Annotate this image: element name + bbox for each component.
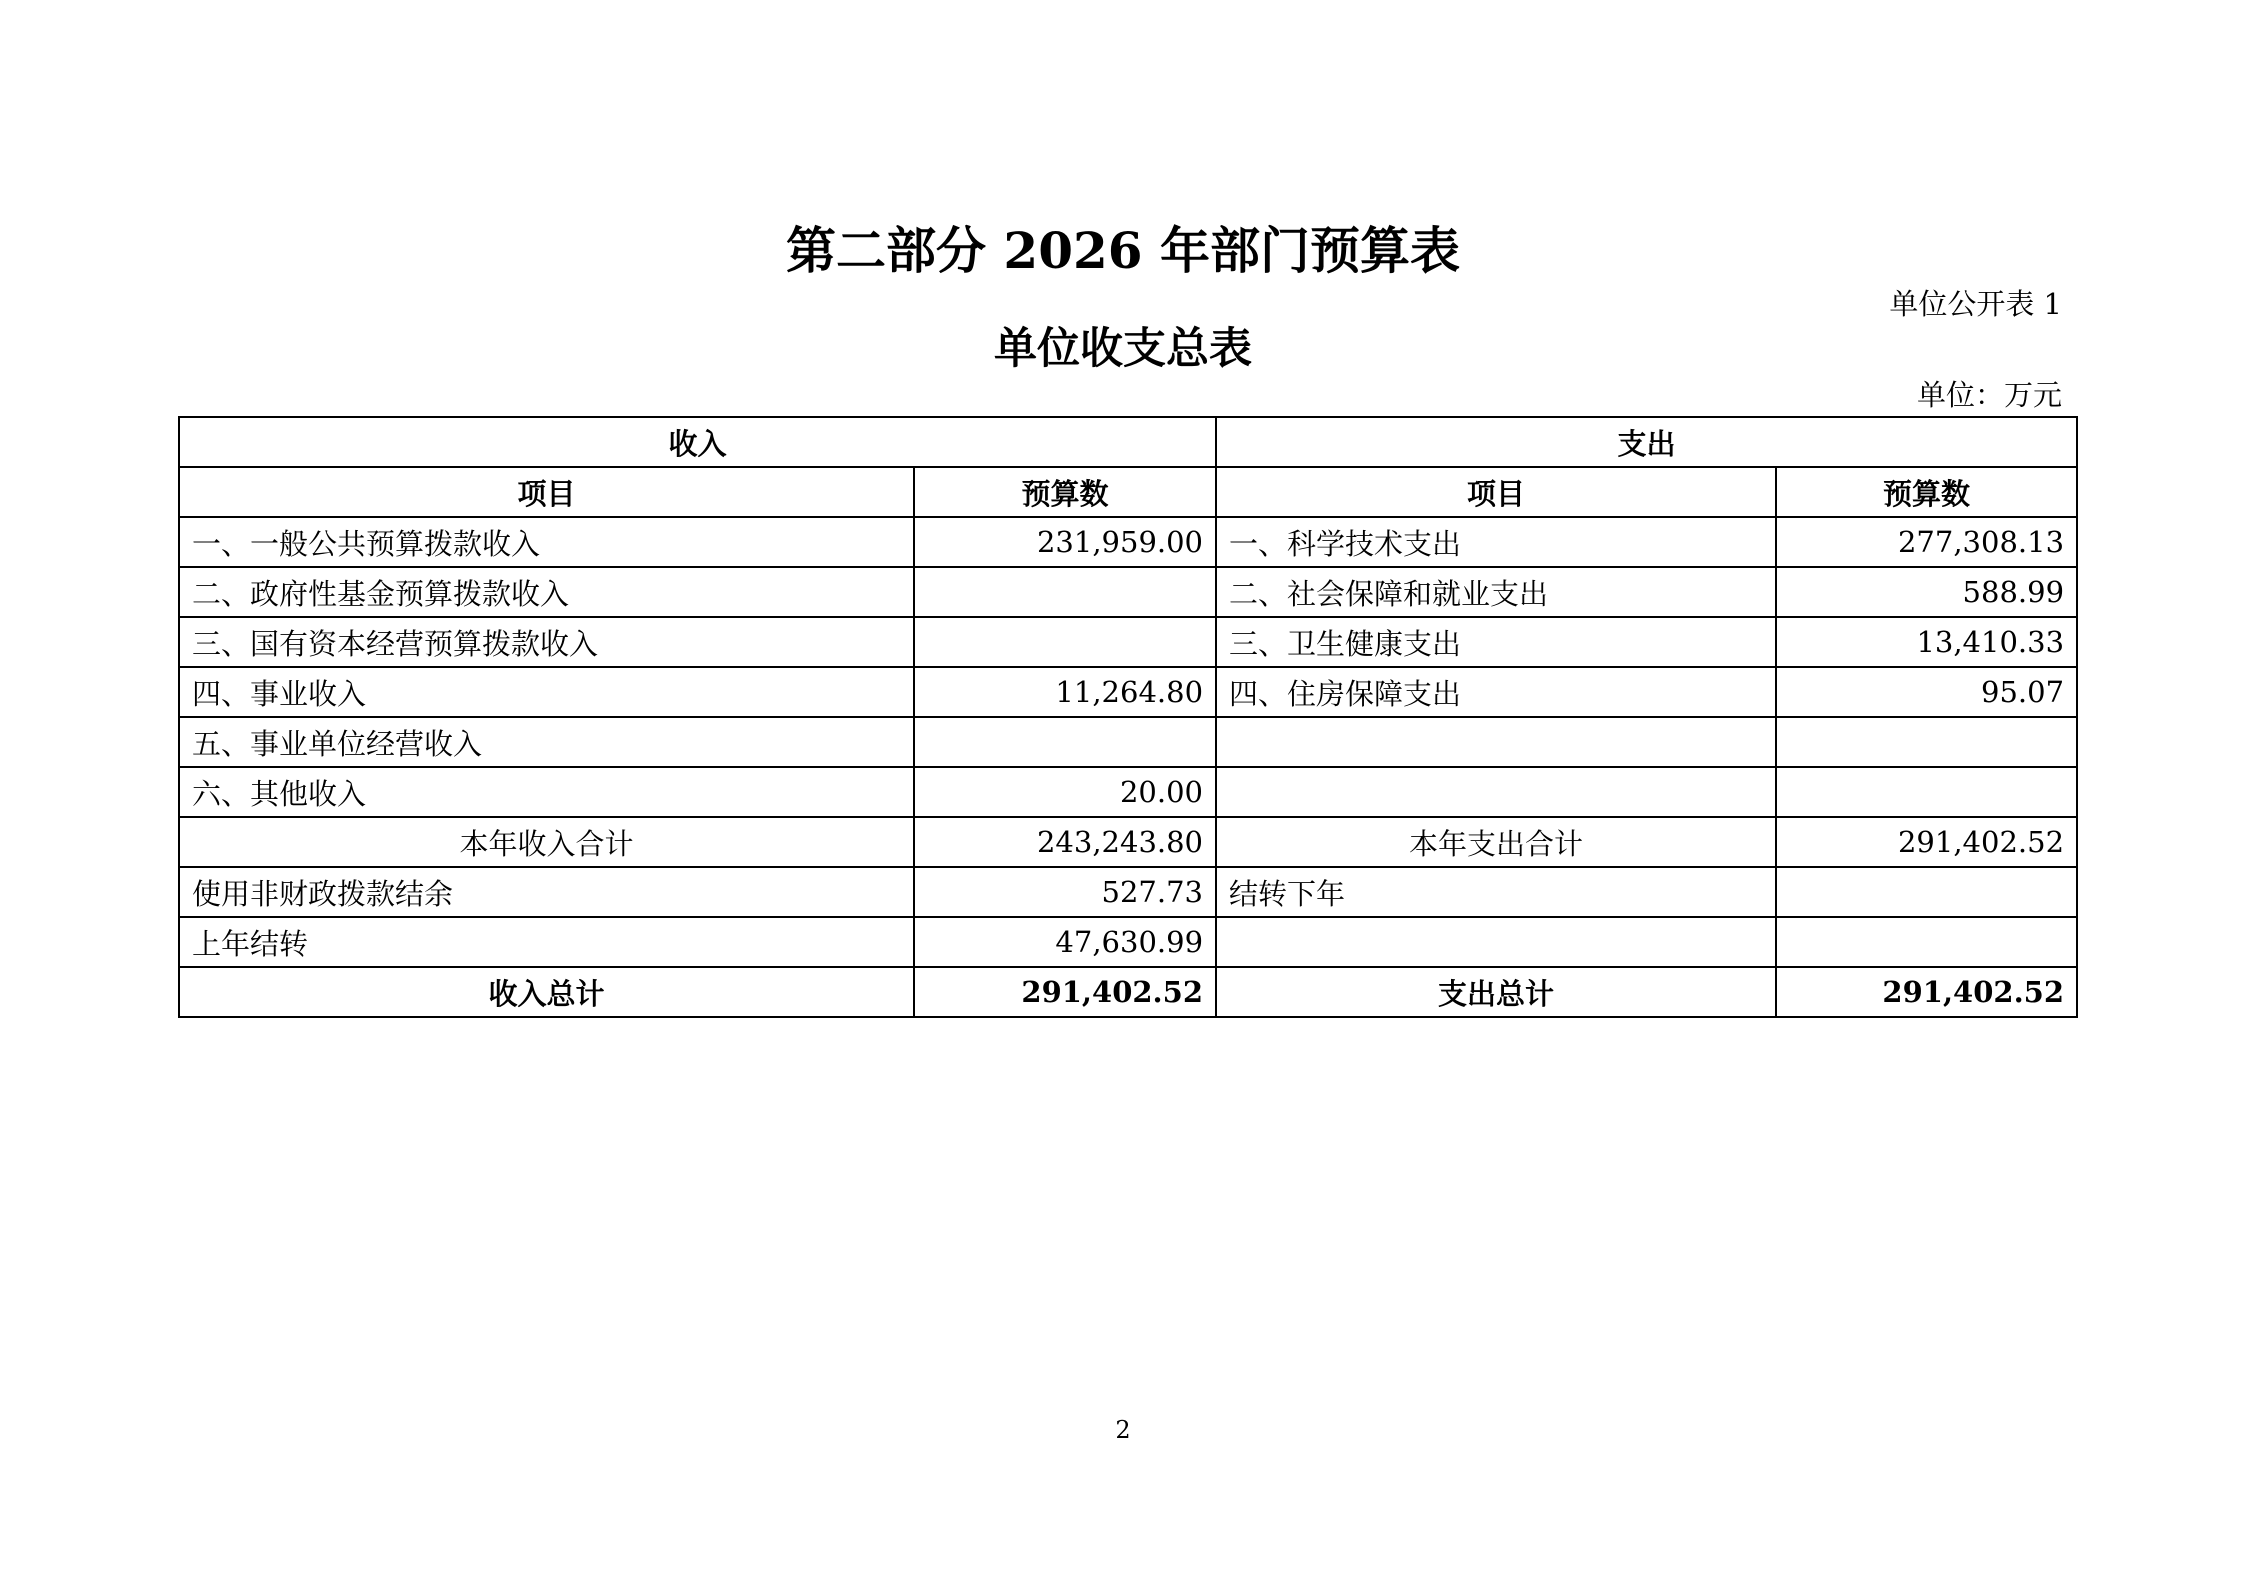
expense-amount: 95.07	[1776, 667, 2077, 717]
column-header-row	[179, 467, 2077, 517]
expense-amount	[1776, 767, 2077, 817]
income-item: 使用非财政拨款结余	[179, 867, 914, 917]
income-item: 三、国有资本经营预算拨款收入	[179, 617, 914, 667]
expense-item	[1216, 717, 1776, 767]
total-row	[179, 967, 2077, 1017]
expense-amount: 588.99	[1776, 567, 2077, 617]
table-row	[179, 667, 2077, 717]
table-row	[179, 917, 2077, 967]
income-amount	[914, 717, 1216, 767]
income-amount: 47,630.99	[914, 917, 1216, 967]
expense-amount: 13,410.33	[1776, 617, 2077, 667]
income-item: 二、政府性基金预算拨款收入	[179, 567, 914, 617]
expense-subtotal-label: 本年支出合计	[1216, 817, 1776, 867]
income-total-amount: 291,402.52	[914, 967, 1216, 1017]
income-item: 上年结转	[179, 917, 914, 967]
table-row	[179, 867, 2077, 917]
table-row	[179, 567, 2077, 617]
income-amount: 231,959.00	[914, 517, 1216, 567]
income-subtotal-amount: 243,243.80	[914, 817, 1216, 867]
part-title: 第二部分 2026 年部门预算表	[786, 221, 1460, 280]
income-item: 五、事业单位经营收入	[179, 717, 914, 767]
income-amount	[914, 567, 1216, 617]
expense-item: 二、社会保障和就业支出	[1216, 567, 1776, 617]
income-subtotal-label: 本年收入合计	[179, 817, 914, 867]
expense-item-header: 项目	[1216, 467, 1776, 517]
expense-total-label: 支出总计	[1216, 967, 1776, 1017]
budget-summary-table	[178, 416, 2078, 1018]
income-item: 一、一般公共预算拨款收入	[179, 517, 914, 567]
expense-item: 结转下年	[1216, 867, 1776, 917]
page-number: 2	[1115, 1416, 1131, 1444]
expense-item: 四、住房保障支出	[1216, 667, 1776, 717]
income-amount: 11,264.80	[914, 667, 1216, 717]
expense-item: 一、科学技术支出	[1216, 517, 1776, 567]
section-header-row	[179, 417, 2077, 467]
expense-total-amount: 291,402.52	[1776, 967, 2077, 1017]
table-title: 单位收支总表	[994, 324, 1252, 374]
expense-amount: 277,308.13	[1776, 517, 2077, 567]
expense-amount	[1776, 917, 2077, 967]
income-amount-header: 预算数	[914, 467, 1216, 517]
expense-amount	[1776, 717, 2077, 767]
expense-item	[1216, 917, 1776, 967]
table-row	[179, 767, 2077, 817]
income-amount: 527.73	[914, 867, 1216, 917]
expense-amount	[1776, 867, 2077, 917]
table-number: 单位公开表 1	[1889, 287, 2062, 321]
table-row	[179, 617, 2077, 667]
income-item-header: 项目	[179, 467, 914, 517]
income-amount	[914, 617, 1216, 667]
expense-item: 三、卫生健康支出	[1216, 617, 1776, 667]
unit-label: 单位：万元	[1916, 378, 2062, 412]
expense-subtotal-amount: 291,402.52	[1776, 817, 2077, 867]
expense-item	[1216, 767, 1776, 817]
income-item: 四、事业收入	[179, 667, 914, 717]
income-item: 六、其他收入	[179, 767, 914, 817]
table-row	[179, 517, 2077, 567]
expense-amount-header: 预算数	[1776, 467, 2077, 517]
expense-header: 支出	[1216, 417, 2077, 467]
income-amount: 20.00	[914, 767, 1216, 817]
table-row	[179, 717, 2077, 767]
income-total-label: 收入总计	[179, 967, 914, 1017]
income-header: 收入	[179, 417, 1216, 467]
subtotal-row	[179, 817, 2077, 867]
